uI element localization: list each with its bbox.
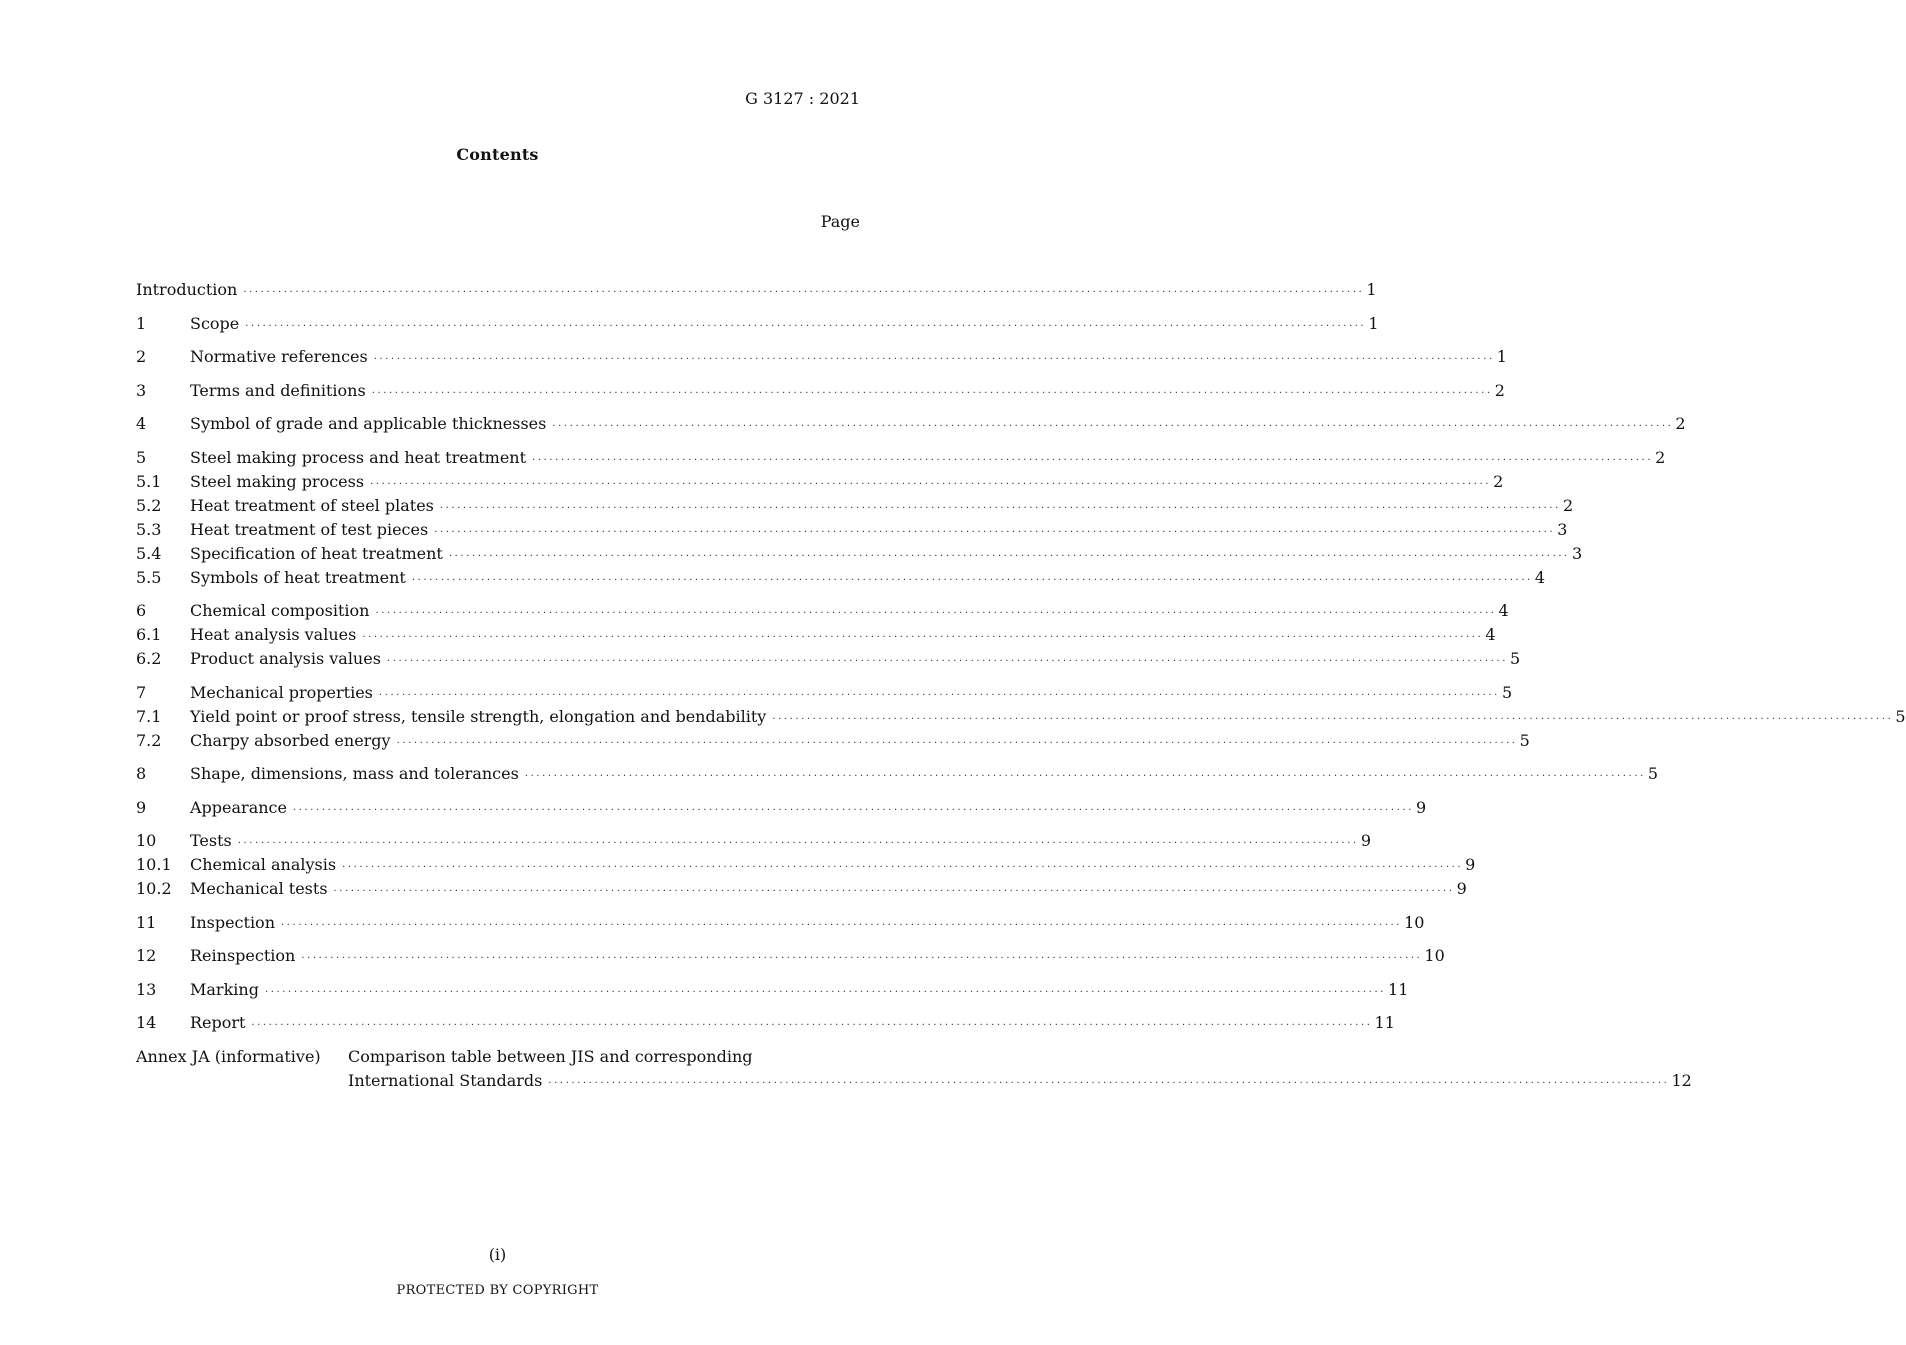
copyright-notice: PROTECTED BY COPYRIGHT: [396, 1283, 599, 1298]
dot-leader: [532, 449, 1653, 473]
table-of-contents: [136, 278, 1906, 1093]
toc-entry-page: 9: [1360, 831, 1372, 850]
toc-entry-label: Yield point or proof stress, tensile strength, elongation and bendability: [190, 706, 767, 726]
toc-entry-page: 10: [1404, 912, 1425, 932]
toc-entry-label: Inspection: [190, 912, 275, 932]
toc-entry-number: 2: [136, 347, 147, 366]
toc-entry-page: 1: [1368, 313, 1379, 333]
dot-leader: [548, 1072, 1669, 1096]
toc-entry-label: Steel making process: [190, 471, 365, 491]
toc-entry-number: 4: [136, 414, 147, 433]
toc-entry-page: 5: [1647, 764, 1659, 783]
toc-entry-label: Charpy absorbed energy: [190, 730, 391, 750]
dot-leader: [362, 626, 1483, 650]
toc-entry[interactable]: [136, 829, 1372, 853]
page-title: Contents: [456, 145, 539, 164]
toc-entry-number: 6.1: [136, 625, 162, 644]
dot-leader: [552, 415, 1673, 439]
toc-entry[interactable]: [136, 978, 1409, 1002]
toc-entry[interactable]: [136, 312, 1379, 336]
dot-leader: [397, 732, 1518, 756]
annex-page: 12: [1671, 1070, 1692, 1090]
toc-entry[interactable]: [136, 494, 1574, 518]
toc-entry-label: Product analysis values: [190, 649, 381, 668]
toc-entry-page: 3: [1571, 543, 1583, 563]
dot-leader: [525, 765, 1646, 789]
toc-entry[interactable]: [136, 566, 1546, 590]
dot-leader: [375, 602, 1496, 626]
toc-entry-number: 1: [136, 313, 147, 333]
toc-entry[interactable]: [136, 518, 1568, 542]
toc-entry[interactable]: [136, 446, 1666, 470]
toc-entry[interactable]: [136, 877, 1467, 901]
toc-entry-label: Reinspection: [190, 946, 296, 965]
dot-leader: [301, 947, 1422, 971]
toc-entry[interactable]: [136, 762, 1659, 786]
toc-entry[interactable]: [136, 796, 1427, 820]
toc-entry-number: 5.2: [136, 495, 162, 515]
toc-entry-number: 6: [136, 601, 147, 620]
toc-entry[interactable]: [136, 599, 1509, 623]
toc-entry-number: 5.1: [136, 471, 162, 491]
toc-entry-page: 4: [1498, 601, 1509, 620]
toc-entry-number: 10.2: [136, 879, 172, 898]
toc-entry-number: 8: [136, 764, 147, 783]
toc-entry-number: 5: [136, 447, 147, 467]
toc-entry[interactable]: [136, 944, 1445, 968]
toc-entry-page: 3: [1557, 519, 1568, 539]
dot-leader: [374, 348, 1495, 372]
toc-entry-page: 1: [1366, 280, 1377, 299]
toc-entry-page: 2: [1494, 380, 1505, 400]
dot-leader: [238, 832, 1359, 856]
toc-entry-label: Symbol of grade and applicable thicknesses: [190, 414, 547, 433]
toc-entry-label: Introduction: [136, 280, 238, 299]
toc-entry-page: 9: [1465, 855, 1476, 874]
dot-leader: [265, 981, 1386, 1005]
dot-leader: [245, 315, 1366, 339]
dot-leader: [370, 473, 1491, 497]
toc-entry-label: Specification of heat treatment: [190, 543, 443, 563]
toc-entry[interactable]: [136, 412, 1686, 436]
toc-entry-number: 7.1: [136, 706, 162, 726]
toc-entry-page: 2: [1675, 414, 1686, 433]
toc-entry-number: 7: [136, 682, 147, 702]
footer-page-number: (i): [488, 1245, 507, 1264]
toc-entry-number: 13: [136, 979, 157, 999]
toc-entry-page: 9: [1456, 879, 1467, 898]
toc-entry-number: 5.5: [136, 567, 162, 587]
toc-entry-page: 11: [1374, 1013, 1395, 1032]
toc-entry-label: Chemical composition: [190, 601, 370, 620]
standard-number: G 3127 : 2021: [745, 89, 860, 108]
toc-entry-number: 10.1: [136, 855, 172, 874]
toc-entry-number: 12: [136, 946, 157, 965]
toc-entry-label: Marking: [190, 979, 259, 999]
toc-entry[interactable]: [136, 542, 1583, 566]
annex-title-line1: Comparison table between JIS and corresponding: [348, 1046, 753, 1066]
toc-entry-page: 11: [1388, 979, 1409, 999]
toc-annex-entry[interactable]: [136, 1045, 1692, 1093]
toc-entry-page: 5: [1519, 730, 1530, 750]
toc-entry-label: Report: [190, 1013, 246, 1032]
toc-entry-page: 9: [1416, 797, 1427, 817]
dot-leader: [772, 708, 1893, 732]
toc-entry-page: 5: [1510, 649, 1521, 668]
dot-leader: [243, 281, 1364, 305]
toc-entry[interactable]: [136, 470, 1504, 494]
dot-leader: [440, 497, 1561, 521]
toc-entry-number: 11: [136, 912, 157, 932]
toc-entry-page: 10: [1424, 946, 1445, 965]
toc-entry-label: Heat treatment of steel plates: [190, 495, 434, 515]
toc-entry-number: 14: [136, 1013, 157, 1032]
toc-entry-label: Heat treatment of test pieces: [190, 519, 429, 539]
toc-entry-number: 3: [136, 380, 147, 400]
toc-entry-page: 1: [1496, 347, 1507, 366]
toc-entry-page: 2: [1493, 471, 1504, 491]
toc-entry[interactable]: [136, 623, 1496, 647]
dot-leader: [387, 650, 1508, 674]
toc-entry-label: Scope: [190, 313, 240, 333]
page-column-label: Page: [820, 212, 860, 231]
toc-entry-page: 4: [1534, 567, 1546, 587]
toc-entry[interactable]: [136, 705, 1906, 729]
toc-entry-label: Mechanical properties: [190, 682, 373, 702]
toc-entry[interactable]: [136, 853, 1476, 877]
toc-entry[interactable]: [136, 345, 1507, 369]
dot-leader: [251, 1014, 1372, 1038]
dot-leader: [293, 799, 1414, 823]
toc-entry[interactable]: [136, 1011, 1395, 1035]
toc-entry-number: 5.4: [136, 543, 162, 563]
toc-entry-number: 5.3: [136, 519, 162, 539]
toc-entry-label: Heat analysis values: [190, 625, 357, 644]
toc-entry-label: Normative references: [190, 347, 368, 366]
toc-entry[interactable]: [136, 681, 1513, 705]
toc-entry-page: 2: [1655, 447, 1666, 467]
toc-entry-label: Chemical analysis: [190, 855, 337, 874]
toc-entry-page: 5: [1501, 682, 1513, 702]
toc-entry-page: 2: [1562, 495, 1574, 515]
dot-leader: [449, 545, 1570, 569]
toc-entry[interactable]: [136, 379, 1505, 403]
toc-entry-label: Symbols of heat treatment: [190, 567, 406, 587]
dot-leader: [281, 914, 1402, 938]
dot-leader: [342, 856, 1463, 880]
toc-entry[interactable]: [136, 911, 1425, 935]
dot-leader: [372, 382, 1493, 406]
toc-entry-label: Steel making process and heat treatment: [190, 447, 527, 467]
toc-entry-label: Tests: [190, 831, 232, 850]
toc-entry-label: Mechanical tests: [190, 879, 328, 898]
toc-entry-number: 10: [136, 831, 157, 850]
toc-entry-number: 7.2: [136, 730, 162, 750]
annex-title-line2: International Standards: [348, 1070, 543, 1090]
toc-entry-number: 6.2: [136, 649, 162, 668]
toc-entry-page: 4: [1485, 625, 1496, 644]
annex-label: Annex JA (informative): [136, 1046, 321, 1066]
toc-entry-label: Terms and definitions: [190, 380, 366, 400]
toc-entry[interactable]: [136, 278, 1377, 302]
toc-entry-label: Shape, dimensions, mass and tolerances: [190, 764, 519, 783]
toc-entry-page: 5: [1895, 706, 1906, 726]
toc-entry[interactable]: [136, 729, 1530, 753]
dot-leader: [334, 880, 1455, 904]
dot-leader: [434, 521, 1555, 545]
toc-entry-number: 9: [136, 797, 147, 817]
toc-entry-label: Appearance: [190, 797, 287, 817]
toc-entry[interactable]: [136, 647, 1521, 671]
dot-leader: [412, 569, 1533, 593]
